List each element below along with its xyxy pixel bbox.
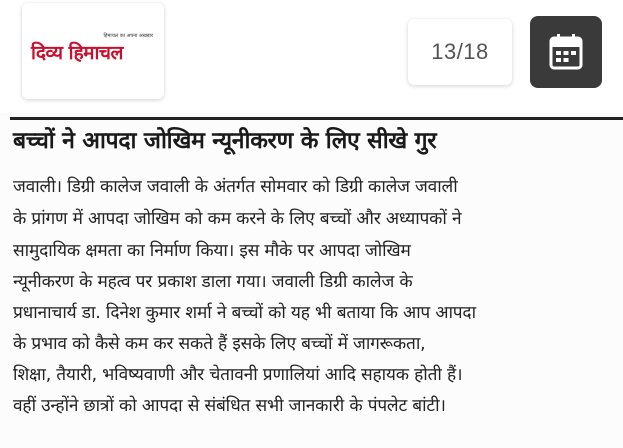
article-line: के प्रभाव को कैसे कम कर सकते हैं इसके लिए बच्चों में जागरूकता, xyxy=(13,334,426,354)
top-rule xyxy=(10,117,623,120)
top-bar xyxy=(0,0,623,108)
article-line: प्रधानाचार्य डा. दिनेश कुमार शर्मा ने बच्चों को यह भी बताया कि आप आपदा xyxy=(13,303,476,323)
logo-text: दिव्य हिमाचल xyxy=(31,42,123,64)
logo-tagline: हिमाचल का अपना अखबार xyxy=(103,33,153,39)
calendar-button[interactable] xyxy=(530,16,602,88)
article-line: शिक्षा, तैयारी, भविष्यवाणी और चेतावनी प्रणालियां आदि सहायक होती हैं। xyxy=(13,365,463,385)
calendar-icon xyxy=(548,33,584,71)
logo-mark xyxy=(31,33,155,69)
article-line: सामुदायिक क्षमता का निर्माण किया। इस मौके पर आपदा जोखिम xyxy=(13,241,411,261)
page-indicator[interactable]: 13/18 xyxy=(408,19,512,85)
newspaper-logo[interactable] xyxy=(22,3,164,99)
news-clipping xyxy=(0,113,623,448)
article-line: न्यूनीकरण के महत्व पर प्रकाश डाला गया। जवाली डिग्री कालेज के xyxy=(13,272,413,292)
article-line: जवाली। डिग्री कालेज जवाली के अंतर्गत सोमवार को डिग्री कालेज जवाली xyxy=(13,177,458,197)
article-headline: बच्चों ने आपदा जोखिम न्यूनीकरण के लिए सीखे गुर xyxy=(13,128,437,154)
article-line: वहीं उन्होंने छात्रों को आपदा से संबंधित सभी जानकारी के पंपलेट बांटी। xyxy=(13,396,446,416)
article-line: के प्रांगण में आपदा जोखिम को कम करने के लिए बच्चों और अध्यापकों ने xyxy=(13,209,462,229)
